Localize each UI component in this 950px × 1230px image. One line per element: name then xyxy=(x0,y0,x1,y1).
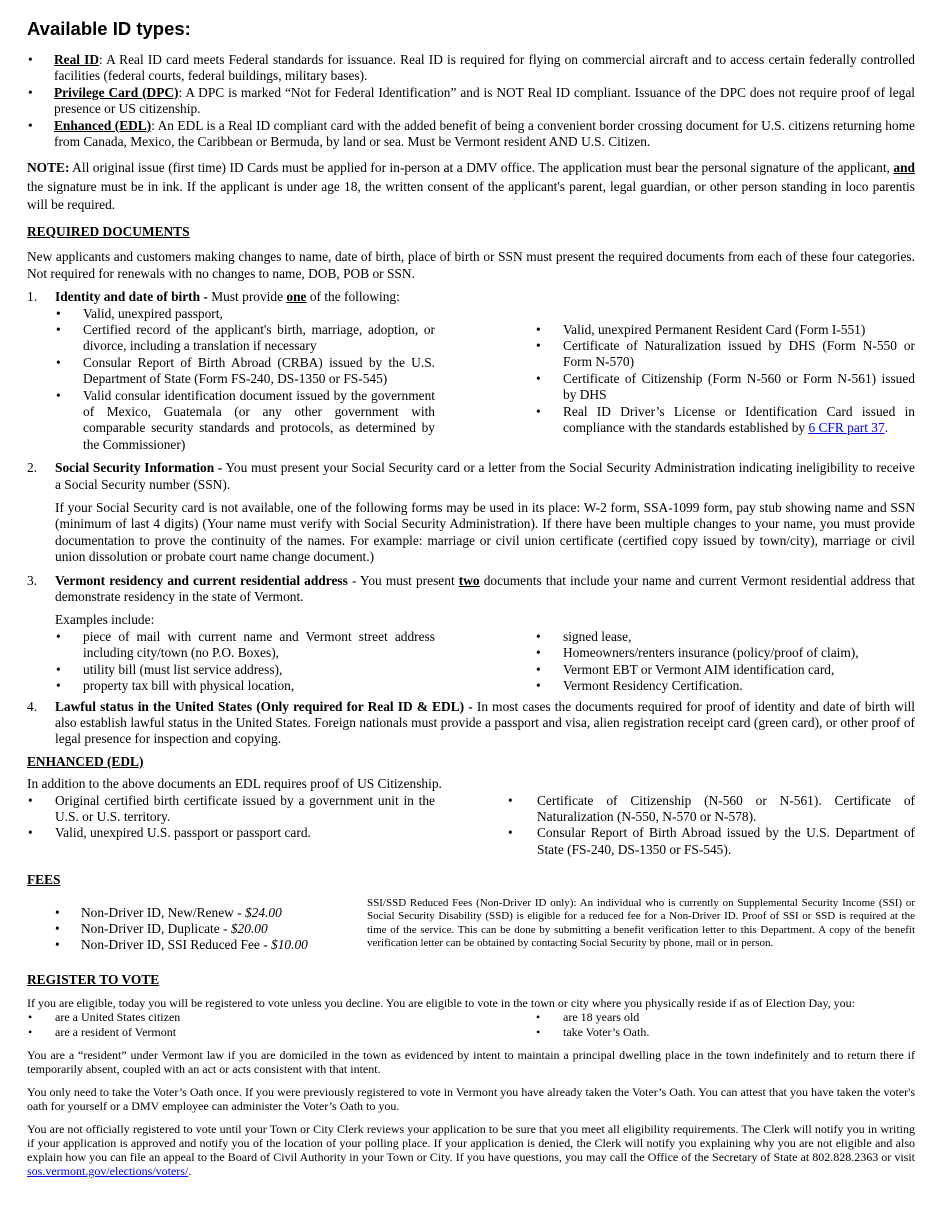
identity-columns xyxy=(27,306,915,454)
residency-columns xyxy=(27,629,915,695)
note-paragraph xyxy=(27,159,915,215)
fee-label: Non-Driver ID, New/Renew - xyxy=(81,904,245,920)
enhanced-intro: In addition to the above documents an EDL requires proof of US Citizenship. xyxy=(27,776,442,792)
enhanced-heading: ENHANCED (EDL) xyxy=(27,753,144,769)
list-item xyxy=(27,52,915,85)
clerk-paragraph xyxy=(27,1122,915,1178)
note-text: All original issue (first time) ID Cards must be applied for in-person at a DMV office. The application must bear the personal signature of the applicant, xyxy=(69,160,894,176)
fee-amount: $24.00 xyxy=(244,904,282,920)
item-number: 4. xyxy=(27,698,38,714)
ssn-alternatives-paragraph: If your Social Security card is not available, one of the following forms may be used in its place: W-2 form, SSA-1099 form, pay stub showing name and SSN (minimum of last 4 digits) (Your name must verify with Social Security Administration). If there have been multiple changes to your name, you must provide documentation to prove the continuity of the names. For example: marriage or civil union certificate (certified copy issued by town/city), marriage or civil union dissolution or probate court name change document.) xyxy=(55,500,915,565)
required-heading: REQUIRED DOCUMENTS xyxy=(27,223,190,239)
identity-right-column xyxy=(535,306,915,454)
note-text: the signature must be in ink. If the applicant is under age 18, the written consent of the applicant's parent, legal guardian, or other person standing in loco parentis will be required. xyxy=(27,178,915,213)
list-item: • Certified record of the applicant's birth, marriage, adoption, or divorce, including a translation if necessary xyxy=(55,322,435,355)
list-item: • Certificate of Citizenship (N-560 or N-561). Certificate of Naturalization (N-550, N-570 or N-578). xyxy=(507,793,915,826)
list-item xyxy=(27,85,915,118)
list-item: • Vermont Residency Certification. xyxy=(535,678,915,694)
item-text: You must present your Social Security card or a letter from the Social Security Administration indicating ineligibility to receive a Social Security number (SSN). xyxy=(55,460,915,492)
required-intro: New applicants and customers making changes to name, date of birth, place of birth or SSN must present the required documents from each of these four categories. Not required for renewals with no changes to name, DOB, POB or SSN. xyxy=(27,249,915,281)
list-item-text: Real ID Driver’s License or Identification Card issued in compliance with the standards established by xyxy=(563,403,915,435)
list-item: • property tax bill with physical location, xyxy=(55,678,435,694)
note-label: NOTE: xyxy=(27,160,70,176)
item-title: Lawful status in the United States (Only required for Real ID & EDL) - xyxy=(55,698,473,714)
list-item: • Certificate of Citizenship (Form N-560 or Form N-561) issued by DHS xyxy=(535,371,915,404)
list-item: • Vermont EBT or Vermont AIM identification card, xyxy=(535,662,915,678)
vote-heading: REGISTER TO VOTE xyxy=(27,971,160,987)
item-text: In most cases the documents required for proof of identity and date of birth will also establish lawful status in the United States. Foreign nationals must provide a passport and visa, alien registration receipt card (green card), or other proof of legal presence for inspection and copying. xyxy=(55,698,916,747)
item-emphasis: one xyxy=(286,289,307,305)
id-types-list xyxy=(27,52,915,150)
clerk-text: You are not officially registered to vote until your Town or City Clerk reviews your application to be sure that you meet all eligibility requirements. The Clerk will notify you in writing if your application is approved and notify you of the location of your polling place. If your application is denied, the Clerk will notify you explaining why you are not eligible and also explain how you can file an appeal to the Board of Civil Authority in your Town or City. If you have questions, you may call the Office of the Secretary of State at 802.828.2363 or visit xyxy=(27,1122,915,1164)
item-text: of the following: xyxy=(306,289,400,305)
examples-label: Examples include: xyxy=(55,612,155,628)
fee-item xyxy=(54,937,367,953)
oath-paragraph: You only need to take the Voter’s Oath once. If you were previously registered to vote in Vermont you have already taken the Voter’s Oath. You can attest that you have taken the voter's oath for yourself or a DMV employee can administer the Voter’s Oath to you. xyxy=(27,1085,915,1113)
item-text: - You must present xyxy=(347,572,459,588)
fee-item xyxy=(54,905,367,921)
id-type-text: : An EDL is a Real ID compliant card with the added benefit of being a convenient border crossing document for U.S. citizens returning home from Canada, Mexico, the Caribbean or Bermuda, by land or sea. Must be Vermont resident AND U.S. Citizen. xyxy=(54,117,915,150)
enhanced-right-column xyxy=(507,793,915,859)
list-item: • are a United States citizen xyxy=(27,1010,507,1024)
fee-label: Non-Driver ID, SSI Reduced Fee - xyxy=(81,937,272,953)
list-item: • Certificate of Naturalization issued by DHS (Form N-550 or Form N-570) xyxy=(535,338,915,371)
list-item: • signed lease, xyxy=(535,629,915,645)
item-emphasis: two xyxy=(458,572,480,588)
enhanced-columns xyxy=(27,793,915,859)
required-item-2 xyxy=(27,460,915,493)
required-item-4 xyxy=(27,699,915,748)
list-item: • Original certified birth certificate issued by a government unit in the U.S. or U.S. territory. xyxy=(27,793,435,826)
list-item: • Valid consular identification document issued by the government of Mexico, Guatemala (or any other government with comparable security standards and protocols, as determined by the Commissioner) xyxy=(55,388,435,454)
item-text: documents that include your name and current Vermont residential address that demonstrate residency in the state of Vermont. xyxy=(55,572,915,605)
id-type-name: Privilege Card (DPC) xyxy=(54,84,179,100)
ssi-reduced-fee-note: SSI/SSD Reduced Fees (Non-Driver ID only): An individual who is currently on Supplemental Security Income (SSI) or Social Security Disability (SSD) is eligible for a reduced fee for a Non-Driver ID. Proof of SSI or SSD is required at the time of the service. This can be done by submitting a benefit verification letter to this Department. A copy of the benefit verification letter can be obtained by contacting Social Security by phone, mail or in person. xyxy=(367,896,915,950)
vote-intro: If you are eligible, today you will be registered to vote unless you decline. You are eligible to vote in the town or city where you physically reside if as of Election Day, you: xyxy=(27,996,856,1011)
vote-left-column xyxy=(27,1010,507,1039)
fee-amount: $20.00 xyxy=(230,920,268,936)
fees-heading: FEES xyxy=(27,872,61,888)
item-number: 3. xyxy=(27,572,38,588)
residency-left-column xyxy=(55,629,435,695)
fee-item xyxy=(54,921,367,937)
required-item-3 xyxy=(27,573,915,606)
item-text: Must provide xyxy=(207,289,287,305)
required-item-1 xyxy=(27,289,915,305)
list-item-text: . xyxy=(884,420,889,435)
item-title: Identity and date of birth - xyxy=(55,289,208,305)
residency-right-column xyxy=(535,629,915,695)
list-item xyxy=(27,118,915,151)
list-item: • take Voter’s Oath. xyxy=(535,1025,915,1039)
enhanced-left-column xyxy=(27,793,435,859)
sos-voters-link[interactable]: sos.vermont.gov/elections/voters/ xyxy=(27,1164,189,1178)
list-item: • Consular Report of Birth Abroad (CRBA) issued by the U.S. Department of State (Form FS-240, DS-1350 or FS-545) xyxy=(55,355,435,388)
fees-list xyxy=(27,897,367,954)
vote-right-column xyxy=(535,1010,915,1039)
id-type-name: Enhanced (EDL) xyxy=(54,117,152,133)
item-title: Vermont residency and current residential address xyxy=(55,572,348,588)
list-item: • Homeowners/renters insurance (policy/proof of claim), xyxy=(535,645,915,661)
fees-section xyxy=(27,897,915,954)
list-item: • Valid, unexpired Permanent Resident Card (Form I-551) xyxy=(535,322,915,338)
list-item: • Valid, unexpired passport, xyxy=(55,306,435,322)
item-title: Social Security Information - xyxy=(55,460,223,476)
list-item: • are a resident of Vermont xyxy=(27,1025,507,1039)
list-item: • utility bill (must list service address), xyxy=(55,662,435,678)
id-type-name: Real ID xyxy=(54,52,100,67)
item-number: 1. xyxy=(27,289,38,305)
resident-paragraph: You are a “resident” under Vermont law if you are domiciled in the town as evidenced by intent to maintain a principal dwelling place in the town indefinitely and to return there if temporarily absent, coupled with an act or acts consistent with that intent. xyxy=(27,1048,915,1076)
clerk-text-end: . xyxy=(188,1164,192,1178)
list-item: • are 18 years old xyxy=(535,1010,915,1024)
cfr-link[interactable]: 6 CFR part 37 xyxy=(808,420,885,435)
fee-amount: $10.00 xyxy=(271,937,308,953)
list-item xyxy=(535,404,915,437)
vote-columns xyxy=(27,1010,915,1039)
list-item: • Valid, unexpired U.S. passport or passport card. xyxy=(27,825,435,841)
note-and: and xyxy=(893,160,915,176)
document-page xyxy=(27,18,915,1178)
list-item: • piece of mail with current name and Vermont street address including city/town (no P.O. Boxes), xyxy=(55,629,435,662)
list-item: • Consular Report of Birth Abroad issued by the U.S. Department of State (FS-240, DS-1350 or FS-545). xyxy=(507,825,915,858)
identity-left-column xyxy=(55,306,435,454)
id-type-text: : A DPC is marked “Not for Federal Identification” and is NOT Real ID compliant. Issuance of the DPC does not require proof of legal presence or US citizenship. xyxy=(54,84,915,117)
page-title: Available ID types: xyxy=(27,18,191,39)
fee-label: Non-Driver ID, Duplicate - xyxy=(81,920,231,936)
item-number: 2. xyxy=(27,460,38,476)
id-type-text: : A Real ID card meets Federal standards for issuance. Real ID is required for flying on commercial aircraft and to access certain federally controlled facilities (federal courts, federal buildings, military bases). xyxy=(54,52,915,84)
